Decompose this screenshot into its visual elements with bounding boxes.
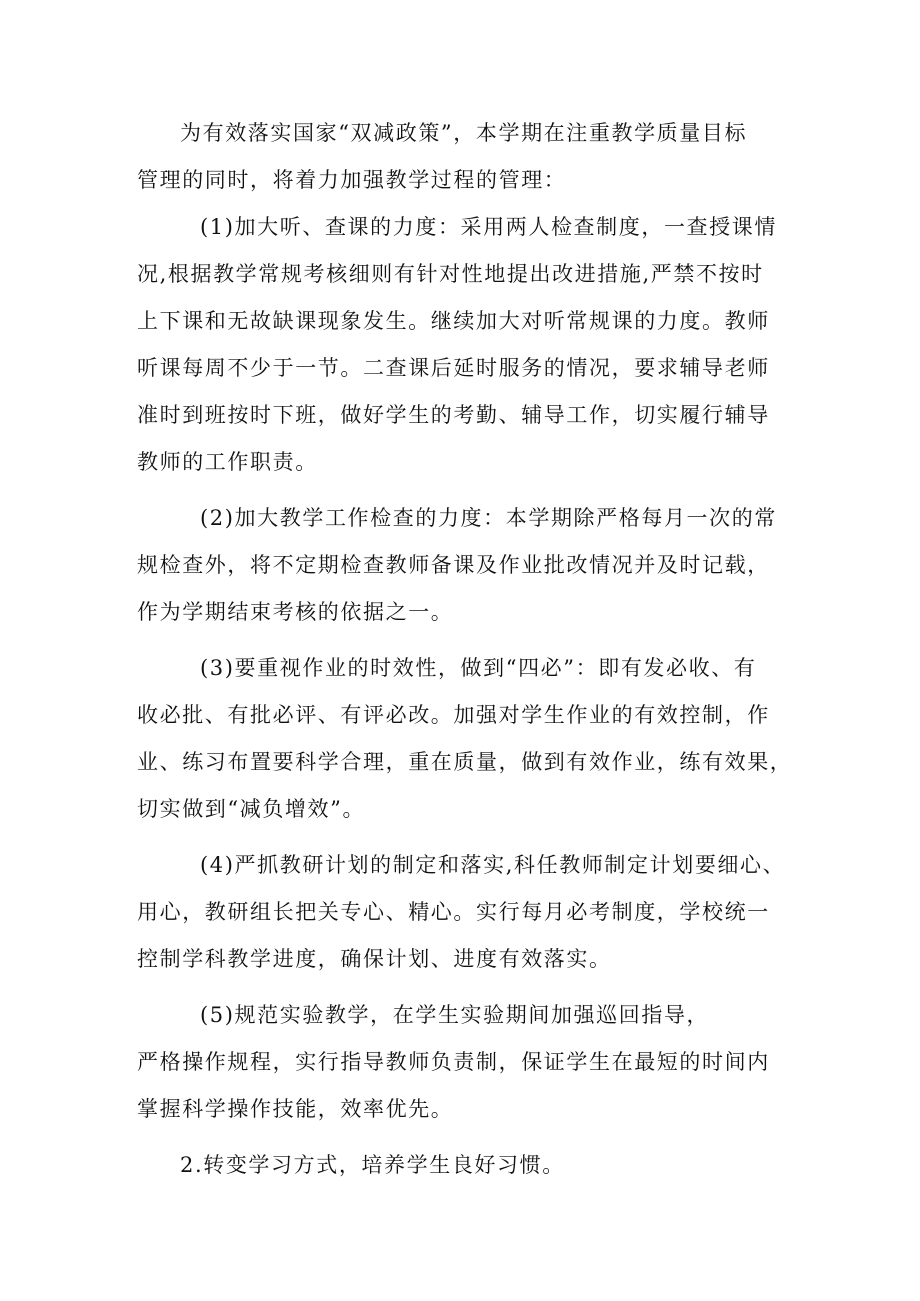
item-2-line-3: 作为学期结束考核的依据之一。 xyxy=(137,600,454,624)
section-2-heading: 2.转变学习方式，培养学生良好习惯。 xyxy=(180,1153,565,1177)
item-1-line-2: 况,根据教学常规考核细则有针对性地提出改进措施,严禁不按时 xyxy=(137,262,764,286)
item-2-line-1: (2)加大教学工作检查的力度：本学期除严格每月一次的常 xyxy=(200,506,777,530)
item-5-line-3: 掌握科学操作技能，效率优先。 xyxy=(137,1097,454,1121)
item-3-line-1: (3)要重视作业的时效性，做到“四必”：即有发必收、有 xyxy=(200,656,757,680)
intro-line-1: 为有效落实国家“双减政策”，本学期在注重教学质量目标 xyxy=(180,121,748,145)
item-4-line-3: 控制学科教学进度，确保计划、进度有效落实。 xyxy=(137,947,612,971)
item-1-line-5: 准时到班按时下班，做好学生的考勤、辅导工作，切实履行辅导 xyxy=(137,403,770,427)
item-1-line-3: 上下课和无故缺课现象发生。继续加大对听常规课的力度。教师 xyxy=(137,309,770,333)
intro-line-2: 管理的同时，将着力加强教学过程的管理： xyxy=(137,168,567,192)
item-1-line-6: 教师的工作职责。 xyxy=(137,450,318,474)
item-3-line-3: 业、练习布置要科学合理，重在质量，做到有效作业，练有效果， xyxy=(137,750,793,774)
item-4-line-1: (4)严抓教研计划的制定和落实,科任教师制定计划要细心、 xyxy=(200,853,786,877)
item-3-line-2: 收必批、有批必评、有评必改。加强对学生作业的有效控制，作 xyxy=(137,703,770,727)
item-5-line-2: 严格操作规程，实行指导教师负责制，保证学生在最短的时间内 xyxy=(137,1050,770,1074)
item-1-line-1: (1)加大听、查课的力度：采用两人检查制度，一查授课情 xyxy=(200,215,777,239)
item-2-line-2: 规检查外，将不定期检查教师备课及作业批改情况并及时记载， xyxy=(137,553,770,577)
item-1-line-4: 听课每周不少于一节。二查课后延时服务的情况，要求辅导老师 xyxy=(137,356,770,380)
item-4-line-2: 用心，教研组长把关专心、精心。实行每月必考制度，学校统一 xyxy=(137,900,770,924)
item-5-line-1: (5)规范实验教学，在学生实验期间加强巡回指导， xyxy=(200,1003,710,1027)
item-3-line-4: 切实做到“减负增效”。 xyxy=(137,797,366,821)
